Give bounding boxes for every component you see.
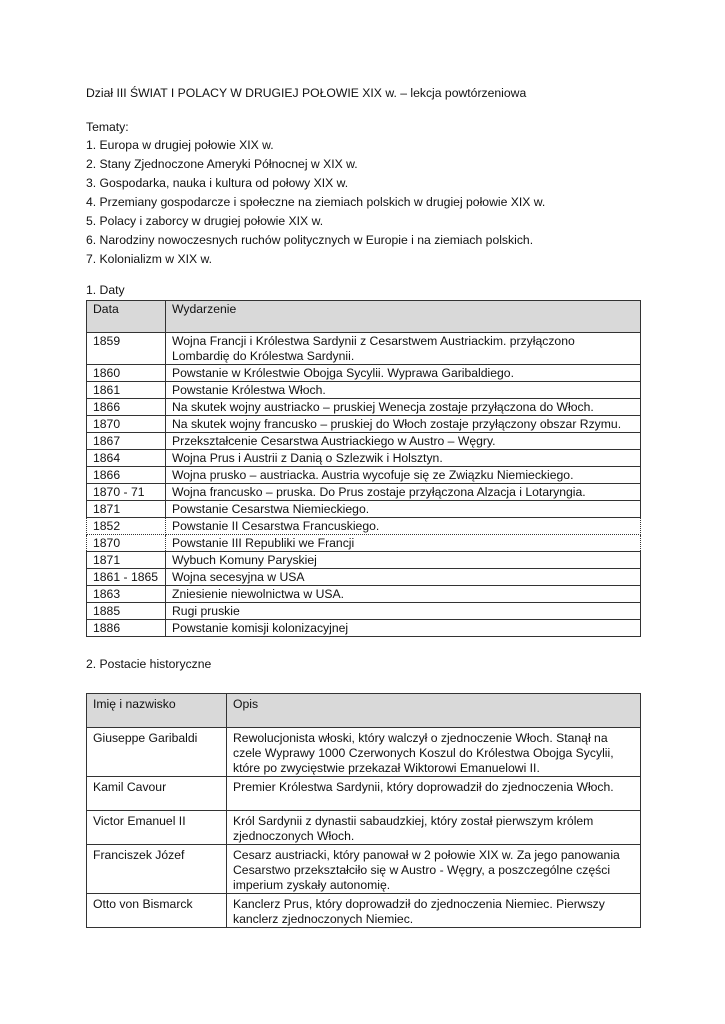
header-cell-date: Data: [87, 301, 166, 333]
table-row: [87, 501, 641, 518]
dates-section-heading: 1. Daty: [86, 283, 125, 297]
event-cell: Wojna prusko – austriacka. Austria wycofuje się ze Związku Niemieckiego.: [166, 467, 641, 484]
people-section-heading: 2. Postacie historyczne: [86, 657, 212, 671]
date-cell: 1864: [87, 450, 166, 467]
date-cell: 1871: [87, 552, 166, 569]
date-cell: 1885: [87, 603, 166, 620]
description-cell: Kanclerz Prus, który doprowadził do zjednoczenia Niemiec. Pierwszy kanclerz zjednoczonych Niemiec.: [227, 894, 641, 928]
topic-item: 2. Stany Zjednoczone Ameryki Północnej w XIX w.: [86, 157, 358, 171]
table-row: [87, 484, 641, 501]
table-row: [87, 894, 641, 928]
event-cell: Na skutek wojny francusko – pruskiej do Włoch zostaje przyłączony obszar Rzymu.: [166, 416, 641, 433]
topic-item: 6. Narodziny nowoczesnych ruchów politycznych w Europie i na ziemiach polskich.: [86, 233, 534, 247]
name-cell: Victor Emanuel II: [87, 811, 227, 845]
event-cell: Powstanie Cesarstwa Niemieckiego.: [166, 501, 641, 518]
table-header-row: [87, 694, 641, 728]
date-cell: 1861: [87, 382, 166, 399]
date-cell: 1886: [87, 620, 166, 637]
document-title: Dział III ŚWIAT I POLACY W DRUGIEJ POŁOWIE XIX w. – lekcja powtórzeniowa: [86, 86, 527, 100]
topics-heading: Tematy:: [86, 120, 129, 134]
date-cell: 1870 - 71: [87, 484, 166, 501]
table-row: [87, 399, 641, 416]
event-cell: Rugi pruskie: [166, 603, 641, 620]
topic-item: 5. Polacy i zaborcy w drugiej połowie XIX w.: [86, 214, 324, 228]
event-cell: Wojna secesyjna w USA: [166, 569, 641, 586]
table-row: [87, 811, 641, 845]
topic-item: 7. Kolonializm w XIX w.: [86, 252, 212, 266]
name-cell: Kamil Cavour: [87, 777, 227, 811]
table-row: [87, 569, 641, 586]
event-cell: Na skutek wojny austriacko – pruskiej Wenecja zostaje przyłączona do Włoch.: [166, 399, 641, 416]
date-cell: 1866: [87, 467, 166, 484]
event-cell: Powstanie III Republiki we Francji: [166, 535, 641, 552]
event-cell: Wojna francusko – pruska. Do Prus zostaje przyłączona Alzacja i Lotaryngia.: [166, 484, 641, 501]
date-cell: 1861 - 1865: [87, 569, 166, 586]
date-cell: 1863: [87, 586, 166, 603]
name-cell: Franciszek Józef: [87, 845, 227, 894]
event-cell: Powstanie w Królestwie Obojga Sycylii. Wyprawa Garibaldiego.: [166, 365, 641, 382]
date-cell: 1859: [87, 333, 166, 365]
event-cell: Przekształcenie Cesarstwa Austriackiego w Austro – Węgry.: [166, 433, 641, 450]
table-row: [87, 535, 641, 552]
table-row: [87, 603, 641, 620]
event-cell: Powstanie Królestwa Włoch.: [166, 382, 641, 399]
date-cell: 1852: [87, 518, 166, 535]
date-cell: 1867: [87, 433, 166, 450]
description-cell: Król Sardynii z dynastii sabaudzkiej, który został pierwszym królem zjednoczonych Włoch.: [227, 811, 641, 845]
document-page: [86, 86, 642, 928]
topics-list: [86, 120, 642, 271]
table-row: [87, 552, 641, 569]
table-row: [87, 365, 641, 382]
event-cell: Powstanie II Cesarstwa Francuskiego.: [166, 518, 641, 535]
date-cell: 1866: [87, 399, 166, 416]
table-row: [87, 620, 641, 637]
name-cell: Otto von Bismarck: [87, 894, 227, 928]
dates-table: [86, 300, 641, 637]
event-cell: Wojna Francji i Królestwa Sardynii z Cesarstwem Austriackim. przyłączono Lombardię do Królestwa Sardynii.: [166, 333, 641, 365]
event-cell: Wybuch Komuny Paryskiej: [166, 552, 641, 569]
table-row: [87, 845, 641, 894]
description-cell: Cesarz austriacki, który panował w 2 połowie XIX w. Za jego panowania Cesarstwo przekształciło się w Austro - Węgry, a poszczególne części imperium zyskały autonomię.: [227, 845, 641, 894]
date-cell: 1860: [87, 365, 166, 382]
topic-item: 3. Gospodarka, nauka i kultura od połowy XIX w.: [86, 176, 349, 190]
event-cell: Wojna Prus i Austrii z Danią o Szlezwik i Holsztyn.: [166, 450, 641, 467]
header-cell-description: Opis: [227, 694, 641, 728]
name-cell: Giuseppe Garibaldi: [87, 728, 227, 777]
date-cell: 1870: [87, 416, 166, 433]
topic-item: 1. Europa w drugiej połowie XIX w.: [86, 138, 274, 152]
table-row: [87, 333, 641, 365]
table-row: [87, 467, 641, 484]
people-table: [86, 693, 641, 928]
table-row: [87, 382, 641, 399]
description-cell: Rewolucjonista włoski, który walczył o zjednoczenie Włoch. Stanął na czele Wyprawy 1000 Czerwonych Koszul do Królestwa Obojga Sycylii, które po zwycięstwie przekazał Wiktorowi Emanuelowi II.: [227, 728, 641, 777]
table-row: [87, 728, 641, 777]
event-cell: Zniesienie niewolnictwa w USA.: [166, 586, 641, 603]
topic-item: 4. Przemiany gospodarcze i społeczne na ziemiach polskich w drugiej połowie XIX w.: [86, 195, 546, 209]
table-row: [87, 777, 641, 811]
table-row: [87, 416, 641, 433]
table-row: [87, 586, 641, 603]
event-cell: Powstanie komisji kolonizacyjnej: [166, 620, 641, 637]
table-row: [87, 450, 641, 467]
date-cell: 1871: [87, 501, 166, 518]
date-cell: 1870: [87, 535, 166, 552]
header-cell-event: Wydarzenie: [166, 301, 641, 333]
description-cell: Premier Królestwa Sardynii, który doprowadził do zjednoczenia Włoch.: [227, 777, 641, 811]
header-cell-name: Imię i nazwisko: [87, 694, 227, 728]
table-header-row: [87, 301, 641, 333]
table-row: [87, 518, 641, 535]
table-row: [87, 433, 641, 450]
